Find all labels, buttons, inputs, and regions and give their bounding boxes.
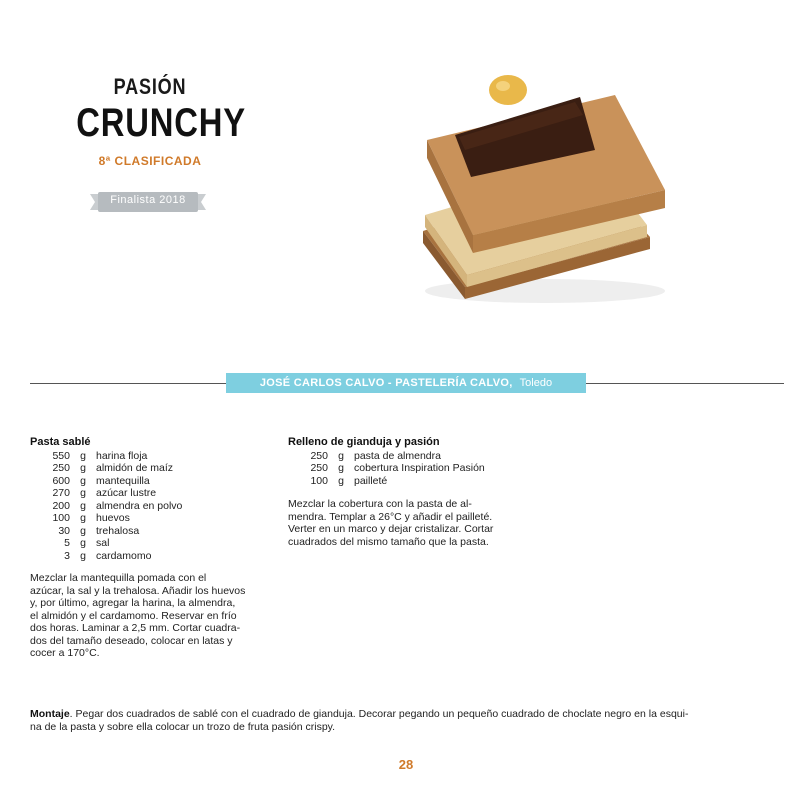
relleno-heading: Relleno de gianduja y pasión	[288, 436, 440, 448]
author-name: JOSÉ CARLOS CALVO - PASTELERÍA CALVO,	[259, 377, 513, 389]
relleno-section	[288, 436, 548, 548]
montaje-label: Montaje	[30, 708, 70, 720]
ingredient-row: 100 g huevos	[52, 512, 130, 524]
page-number: 28	[398, 757, 414, 772]
ingredient-row: 30 g trehalosa	[58, 524, 140, 537]
finalist-ribbon-badge	[90, 190, 206, 214]
divider-right	[586, 383, 784, 384]
ingredient-row: 250 g pasta de almendra	[310, 449, 441, 462]
ingredient-row: 3 g cardamomo	[64, 549, 152, 562]
author-band	[226, 373, 586, 393]
ingredient-row: 600 g mantequilla	[52, 474, 150, 487]
ingredient-row: 5 g sal	[64, 537, 110, 549]
finalist-badge-text: Finalista 2018	[110, 194, 186, 206]
recipe-title-block	[60, 74, 246, 168]
pasta-sable-section	[30, 436, 280, 660]
ingredient-row: 270 g azúcar lustre	[52, 487, 157, 499]
recipe-title-line1: PASIÓN	[113, 74, 187, 99]
recipe-title-line2: CRUNCHY	[76, 101, 246, 145]
ingredient-row: 250 g cobertura Inspiration Pasión	[310, 462, 485, 474]
pasta-sable-method: Mezclar la mantequilla pomada con el azúcar, la sal y la trehalosa. Añadir los huevos y, por último, agregar la harina, la almendra, el almidón y el cardamomo. Reservar en frío dos horas. Laminar a 2,5 mm. Cortar cuadra- dos del tamaño deseado, colocar en latas y cocer a 170°C.	[30, 572, 246, 659]
dessert-photo	[395, 55, 685, 315]
ingredient-row: 250 g almidón de maíz	[52, 462, 174, 474]
ingredient-row: 100 g pailleté	[310, 474, 388, 487]
rank-label: 8ª CLASIFICADA	[98, 154, 202, 168]
relleno-method: Mezclar la cobertura con la pasta de al- mendra. Templar a 26°C y añadir el pailleté. Verter en un marco y dejar cristalizar. Cortar cuadrados del mismo tamaño que la pasta.	[288, 498, 494, 548]
montaje-paragraph: Montaje. Pegar dos cuadrados de sablé con el cuadrado de gianduja. Decorar pegando un pequeño cuadrado de choclate negro en la esqui- na de la pasta y sobre ella colocar un trozo de fruta pasión crispy.	[30, 708, 689, 733]
ingredient-row: 200 g almendra en polvo	[52, 499, 183, 512]
ingredient-row: 550 g harina floja	[52, 449, 148, 462]
pasta-sable-heading: Pasta sablé	[30, 436, 91, 448]
author-city: Toledo	[519, 377, 553, 389]
divider-left	[30, 383, 226, 384]
relleno-ingredients	[288, 450, 548, 488]
pasta-sable-ingredients	[30, 450, 280, 563]
